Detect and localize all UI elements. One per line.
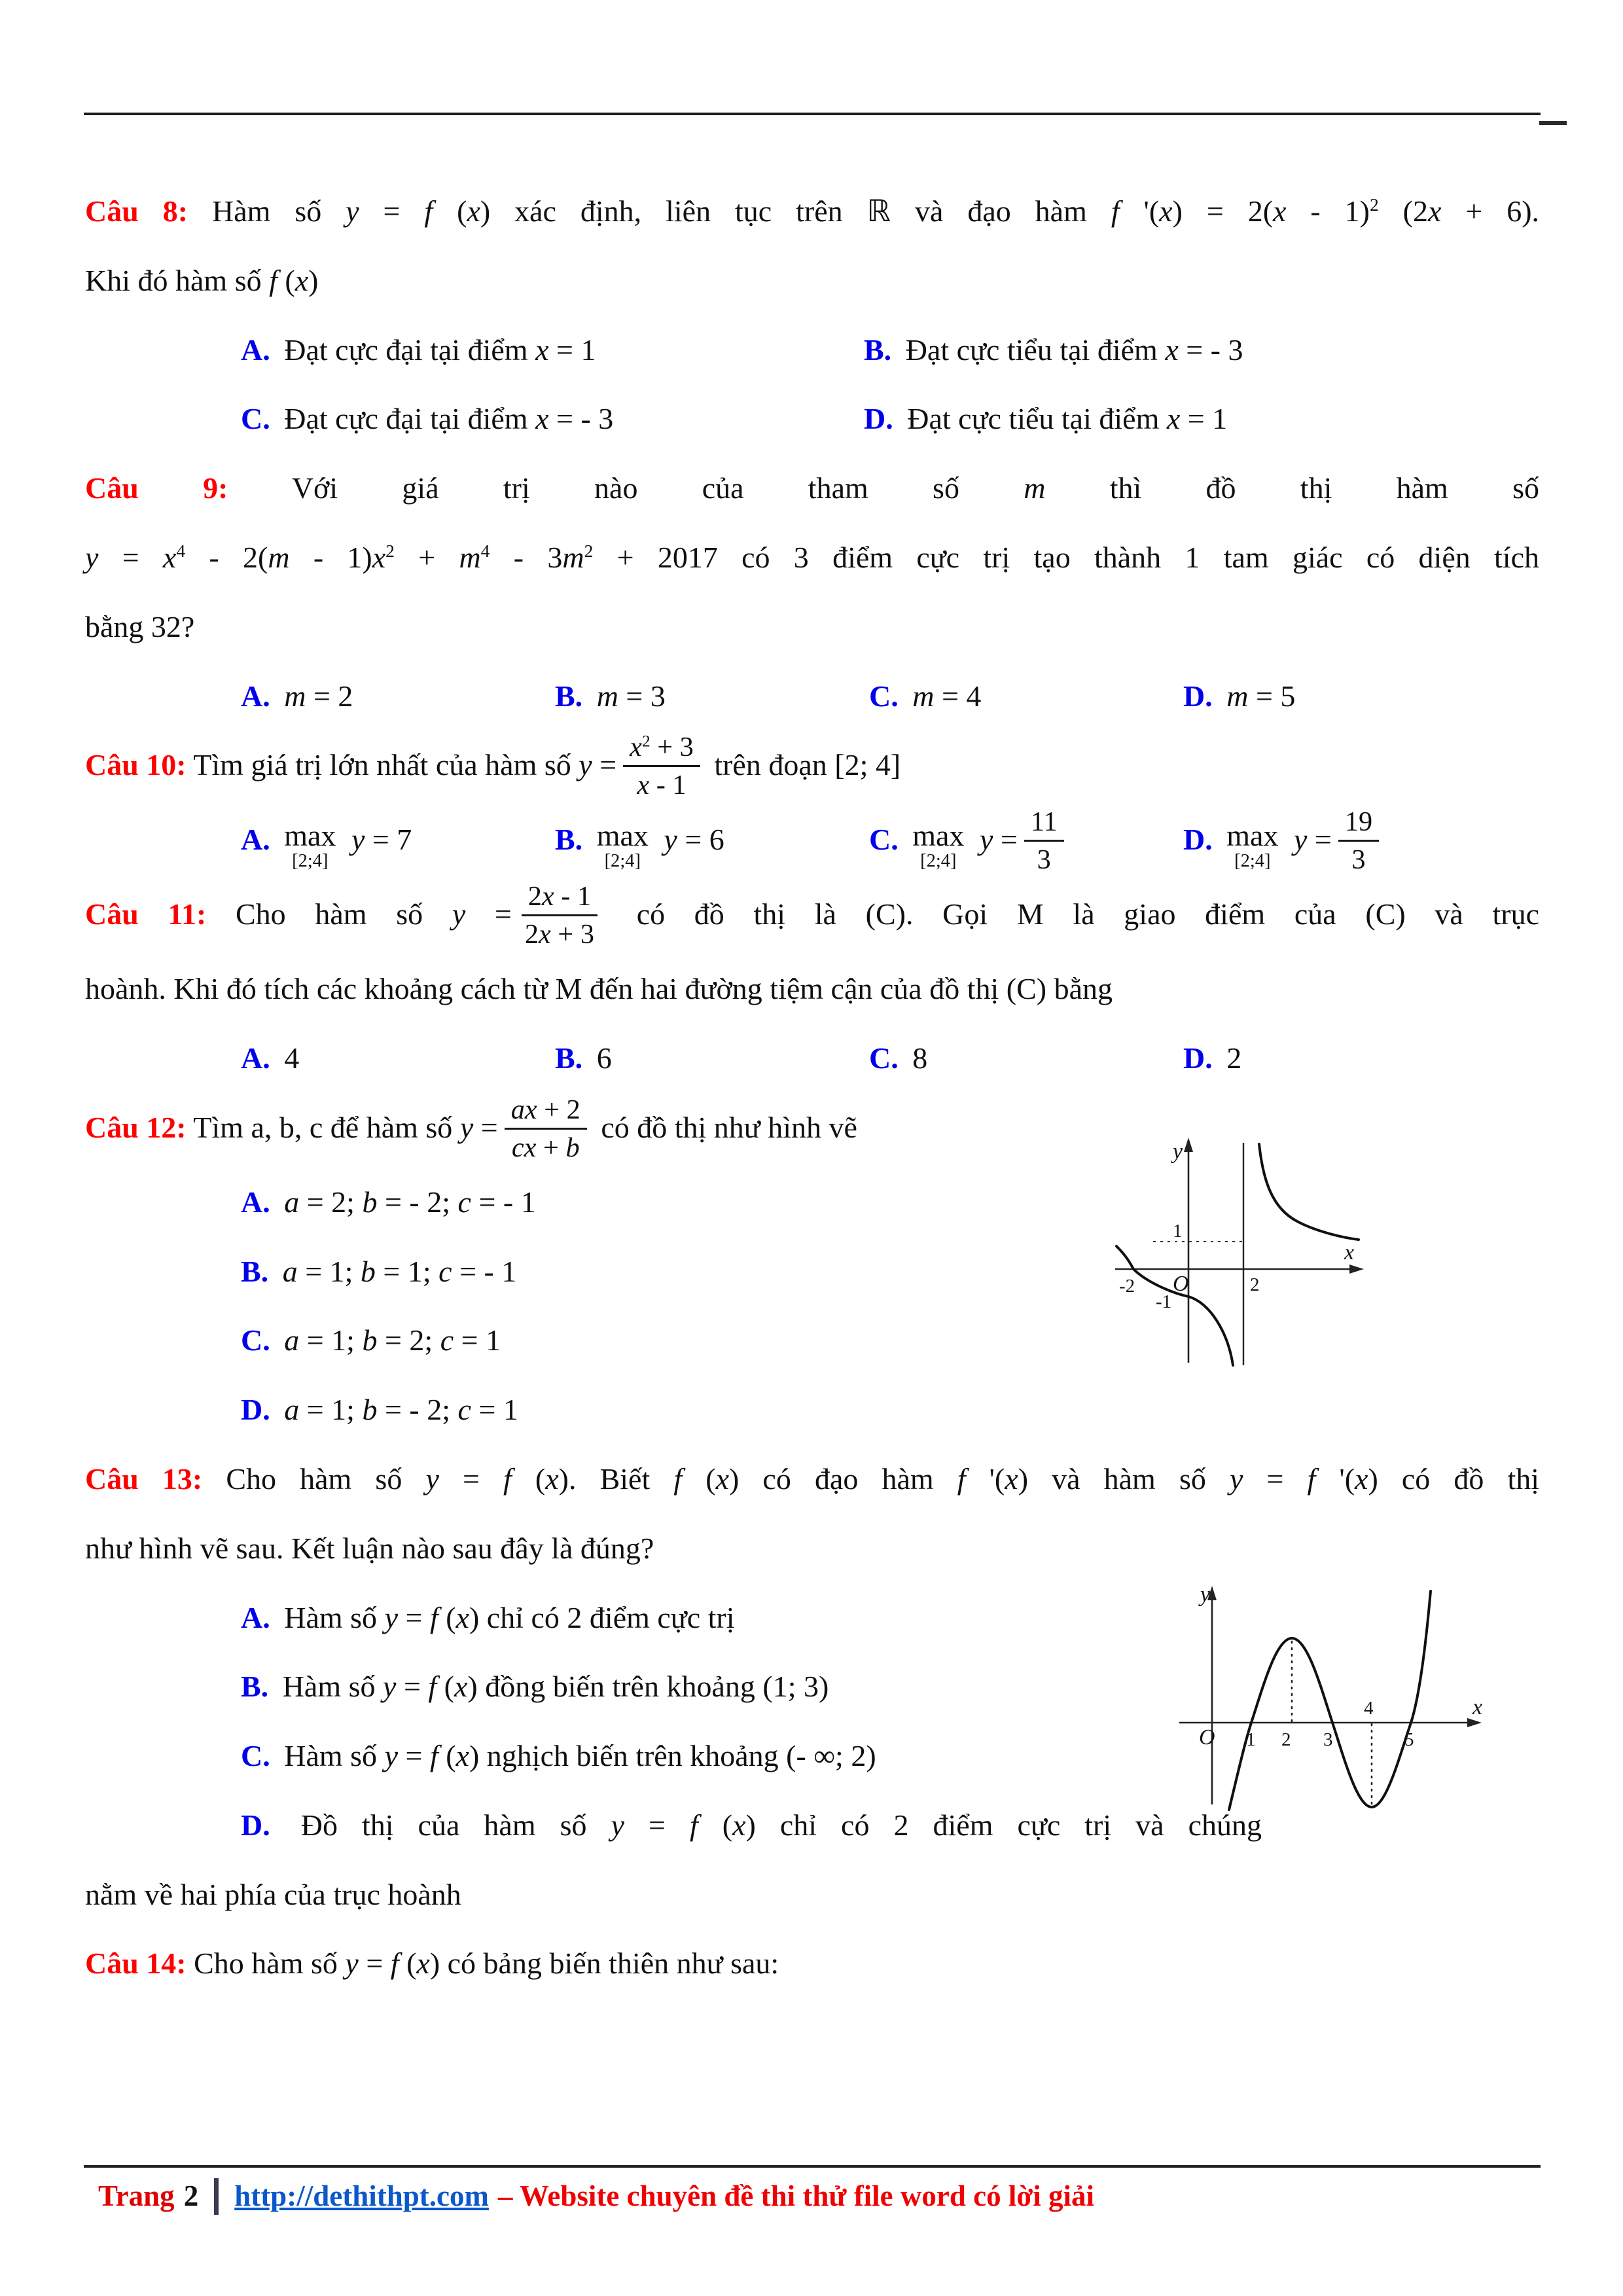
q8-math-fx: y = f (x) <box>346 194 491 228</box>
q13-curve <box>1229 1591 1431 1810</box>
q13-fig-1-label: 1 <box>1246 1729 1256 1750</box>
q8-option-d-letter: D. <box>864 402 893 436</box>
q10-fraction <box>623 729 700 803</box>
q9-option-b-math: m = 3 <box>596 679 666 713</box>
q9-option-d-math: m = 5 <box>1226 679 1296 713</box>
q11-option-d-value: 2 <box>1226 1041 1242 1075</box>
q10-option-d <box>1183 805 1539 880</box>
q13-math-2: f (x) <box>673 1462 740 1496</box>
q9-text-1: Với giá trị nào của tham số <box>291 471 959 505</box>
q12-y-axis-arrow <box>1184 1138 1193 1152</box>
q10-option-d-letter: D. <box>1183 823 1213 857</box>
q8-math-reals: ℝ <box>866 194 891 228</box>
q13-option-b-text-1: Hàm số <box>282 1670 376 1704</box>
q8-math-fx2: f (x) <box>269 263 319 297</box>
q10-option-d-max: max [2;4] <box>1226 818 1279 871</box>
q10-option-d-fraction: $\frac{19}{3}$ <box>1338 804 1379 878</box>
top-rule-tick <box>1539 121 1567 125</box>
q11-line-2 <box>85 954 1539 1024</box>
q12-fig-x-label: x <box>1344 1240 1355 1265</box>
q11-text-5: hoành. Khi đó tích các khoảng cách từ M đến hai đường tiệm cận của đồ thị <box>85 972 999 1006</box>
q8-options <box>85 315 1539 454</box>
q11-text-2: có đồ thị là <box>636 897 836 931</box>
q13-text-2: Biết <box>599 1462 651 1496</box>
q11-option-a <box>241 1024 555 1093</box>
q9-option-b <box>555 662 869 731</box>
q13-text-1: Cho hàm số <box>226 1462 402 1496</box>
q10-option-a-max: max [2;4] <box>284 818 336 871</box>
q12-fig-1-label: 1 <box>1173 1220 1183 1242</box>
q8-option-a-letter: A. <box>241 332 270 367</box>
q8-math-derivative: f '(x) = 2(x - 1)$^2$ (2x + 6). <box>1111 194 1540 228</box>
q13-option-d <box>241 1791 1262 1860</box>
q13-fig-2-label: 2 <box>1281 1729 1291 1750</box>
q13-label: Câu 13: <box>85 1462 203 1496</box>
q10-option-c-max: max [2;4] <box>912 818 965 871</box>
q12-option-a-value: a = 2; b = - 2; c = - 1 <box>284 1185 536 1219</box>
q9-line-2 <box>85 523 1539 592</box>
q12-fig-2-label: 2 <box>1250 1274 1260 1295</box>
q8-option-a <box>241 315 864 385</box>
q8-option-c <box>241 384 864 454</box>
q9-option-c-math: m = 4 <box>912 679 982 713</box>
q11-option-d-letter: D. <box>1183 1041 1213 1075</box>
q12-fig-origin-label: O <box>1173 1271 1189 1296</box>
q9-text-3: có 3 điểm cực trị tạo thành 1 tam giác có diện tích <box>741 540 1539 574</box>
top-rule <box>84 113 1541 115</box>
q10-option-c-fraction: $\frac{11}{3}$ <box>1024 804 1064 878</box>
q12-option-c-value: a = 1; b = 2; c = 1 <box>284 1323 501 1357</box>
q8-option-b <box>864 315 1539 385</box>
q11-option-d <box>1183 1024 1539 1093</box>
exam-content <box>85 177 1539 1998</box>
q8-option-d-text: Đạt cực tiểu tại điểm <box>907 402 1160 436</box>
q9-option-c-letter: C. <box>869 679 899 713</box>
footer-rule <box>84 2165 1541 2168</box>
q12-option-d <box>241 1375 1539 1444</box>
q13-text-4: và hàm số <box>1052 1462 1206 1496</box>
q8-option-c-math: x = - 3 <box>535 402 614 436</box>
q8-text-2: xác định, liên tục trên <box>514 194 843 228</box>
q10-option-b <box>555 805 869 880</box>
q12-label: Câu 12: <box>85 1110 187 1144</box>
q9-line-1 <box>85 454 1539 523</box>
q12-option-b-value: a = 1; b = 1; c = - 1 <box>282 1254 517 1288</box>
q13-option-d-letter: D. <box>241 1808 270 1842</box>
q8-option-b-text: Đạt cực tiểu tại điểm <box>905 332 1158 367</box>
q12-fig-y-label: y <box>1173 1139 1183 1164</box>
footer-link[interactable]: http://dethithpt.com <box>234 2179 489 2212</box>
q13-fig-y-label: y <box>1200 1582 1211 1607</box>
q10-option-b-letter: B. <box>555 823 583 857</box>
q11-option-a-letter: A. <box>241 1041 270 1075</box>
q8-text-3: và đạo hàm <box>914 194 1087 228</box>
q13-fig-4-label: 4 <box>1364 1697 1374 1719</box>
q13-fig-x-label: x <box>1472 1695 1483 1719</box>
q13-figure-derivative-graph <box>1174 1582 1488 1818</box>
q12-option-d-value: a = 1; b = - 2; c = 1 <box>284 1393 518 1427</box>
q10-text-1: Tìm giá trị lớn nhất của hàm số <box>193 748 571 782</box>
q13-line-1 <box>85 1444 1539 1514</box>
q11-fraction: $\frac{2x - 1}{2x + 3}$ <box>518 878 601 952</box>
q11-option-a-value: 4 <box>284 1041 300 1075</box>
q11-text-4: và trục <box>1435 897 1540 931</box>
q12-fig-neg1-label: -1 <box>1156 1291 1172 1312</box>
q11-math-c3: (C) <box>1006 972 1047 1006</box>
q10-option-b-max: max [2;4] <box>596 818 649 871</box>
q10-option-c-letter: C. <box>869 823 899 857</box>
q11-option-b <box>555 1024 869 1093</box>
q12-fraction: $\frac{ax + 2}{cx + b}$ <box>505 1092 587 1166</box>
q11-math-c1: (C). <box>865 897 914 931</box>
q11-text-1: Cho hàm số <box>235 897 423 931</box>
q13-fig-origin-label: O <box>1199 1725 1215 1749</box>
q8-line-2 <box>85 246 1539 315</box>
q13-text-3: có đạo hàm <box>762 1462 934 1496</box>
q13-option-a-letter: A. <box>241 1600 270 1634</box>
footer <box>98 2176 1094 2217</box>
q9-option-a <box>241 662 555 731</box>
q11-option-b-value: 6 <box>596 1041 612 1075</box>
q12-curve-right-branch <box>1259 1144 1359 1240</box>
q9-option-c <box>869 662 1183 731</box>
q12-fig-neg2-label: -2 <box>1119 1275 1135 1297</box>
q9-option-b-letter: B. <box>555 679 583 713</box>
q13-line-2 <box>85 1514 1539 1583</box>
q14-text-1: Cho hàm số <box>194 1946 338 1981</box>
q12-figure-hyperbola <box>1111 1135 1366 1371</box>
q13-math-1: y = f (x). <box>425 1462 577 1496</box>
q13-option-d-continued: nằm về hai phía của trục hoành <box>85 1877 461 1911</box>
q11-text-3: Gọi M là giao điểm của <box>942 897 1336 931</box>
q12-curve-left-branch <box>1116 1246 1233 1365</box>
q8-text-4: Khi đó hàm số <box>85 263 262 297</box>
q10-label: Câu 10: <box>85 748 187 782</box>
q10-option-c-value: y = $\frac{11}{3}$ <box>980 823 1071 856</box>
q10-option-a-letter: A. <box>241 823 270 857</box>
q8-option-b-letter: B. <box>864 332 892 367</box>
q13-option-c-interval: (- ∞; 2) <box>786 1739 876 1773</box>
q14-line-1 <box>85 1929 1539 1998</box>
q8-option-c-letter: C. <box>241 402 270 436</box>
question-9 <box>85 454 1539 730</box>
q10-option-c <box>869 805 1183 880</box>
q9-option-a-math: m = 2 <box>284 679 353 713</box>
q9-option-d <box>1183 662 1539 731</box>
q11-text-6: bằng <box>1054 972 1113 1006</box>
footer-page-number: 2 <box>183 2179 199 2212</box>
question-8 <box>85 177 1539 454</box>
q13-option-d-math: y = f (x) <box>611 1808 756 1842</box>
q12-option-d-letter: D. <box>241 1393 270 1427</box>
q13-math-3: f '(x) <box>957 1462 1029 1496</box>
q13-option-d-text-2: chỉ có 2 điểm cực trị và chúng <box>779 1808 1262 1842</box>
q11-line-1 <box>85 880 1539 954</box>
q13-option-c-text-1: Hàm số <box>284 1739 378 1773</box>
q12-text-1: Tìm a, b, c để hàm số <box>193 1110 453 1144</box>
q11-option-c <box>869 1024 1183 1093</box>
q13-text-5: có đồ thị <box>1401 1462 1540 1496</box>
q13-text-6: như hình vẽ sau. Kết luận nào sau đây là đúng? <box>85 1531 654 1565</box>
question-11 <box>85 880 1539 1093</box>
q10-options <box>85 805 1539 880</box>
question-12 <box>85 1093 1539 1444</box>
q10-option-a-value: y = 7 <box>351 823 412 857</box>
q9-line-3 <box>85 592 1539 662</box>
q10-function: y = $\frac{x^2 + 3}{x - 1}$ <box>579 748 714 781</box>
q13-option-b-letter: B. <box>241 1670 269 1704</box>
q13-option-a-math: y = f (x) <box>384 1600 480 1634</box>
footer-tagline: – Website chuyên đề thi thử file word có lời giải <box>497 2179 1095 2212</box>
q9-label: Câu 9: <box>85 471 228 505</box>
q12-option-c-letter: C. <box>241 1323 270 1357</box>
q12-x-axis-arrow <box>1349 1265 1364 1274</box>
q9-option-a-letter: A. <box>241 679 270 713</box>
q9-options <box>85 662 1539 731</box>
q13-option-d-text-1: Đồ thị của hàm số <box>300 1808 587 1842</box>
question-10 <box>85 730 1539 880</box>
q9-text-4: bằng 32? <box>85 609 195 643</box>
q8-line-1 <box>85 177 1539 246</box>
footer-divider <box>214 2178 219 2215</box>
q10-fraction-denominator: x - 1 <box>637 770 687 801</box>
q12-option-b-letter: B. <box>241 1254 269 1288</box>
q10-option-d-value: y = $\frac{19}{3}$ <box>1294 823 1385 856</box>
q12-option-a-letter: A. <box>241 1185 270 1219</box>
q13-fig-5-label: 5 <box>1404 1729 1414 1750</box>
q9-math-m: m <box>1024 471 1046 505</box>
q9-option-d-letter: D. <box>1183 679 1213 713</box>
q11-math-c2: (C) <box>1365 897 1406 931</box>
q8-option-a-math: x = 1 <box>535 332 596 367</box>
question-13 <box>85 1444 1539 1929</box>
q13-option-c-math: y = f (x) <box>384 1739 480 1773</box>
q13-x-axis-arrow <box>1467 1718 1482 1727</box>
q8-option-b-math: x = - 3 <box>1165 332 1243 367</box>
q13-option-b-math: y = f (x) <box>383 1670 478 1704</box>
q14-math-1: y = f (x) <box>345 1946 440 1981</box>
q10-option-b-value: y = 6 <box>664 823 724 857</box>
q13-option-b-interval: (1; 3) <box>762 1670 829 1704</box>
q12-function: y = $\frac{ax + 2}{cx + b}$ <box>460 1111 601 1144</box>
q13-option-a-text-2: chỉ có 2 điểm cực trị <box>486 1600 735 1634</box>
q10-line-1 <box>85 730 1539 805</box>
question-14 <box>85 1929 1539 1998</box>
footer-page-label: Trang <box>98 2179 175 2212</box>
q13-option-c-text-2: nghịch biến trên khoảng <box>486 1739 779 1773</box>
q14-label: Câu 14: <box>85 1946 187 1981</box>
q8-text-1: Hàm số <box>212 194 322 228</box>
q11-option-c-value: 8 <box>912 1041 928 1075</box>
q9-text-2: thì đồ thị hàm số <box>1109 471 1539 505</box>
q8-option-c-text: Đạt cực đại tại điểm <box>284 402 528 436</box>
q10-fraction-numerator: $x^2 + 3$ <box>623 729 700 767</box>
q11-option-b-letter: B. <box>555 1041 583 1075</box>
q8-option-d <box>864 384 1539 454</box>
q13-option-b-text-2: đồng biến trên khoảng <box>485 1670 755 1704</box>
q11-options <box>85 1024 1539 1093</box>
q13-option-c-letter: C. <box>241 1739 270 1773</box>
q11-option-c-letter: C. <box>869 1041 899 1075</box>
q13-option-a-text-1: Hàm số <box>284 1600 378 1634</box>
q8-option-d-math: x = 1 <box>1166 402 1228 436</box>
q12-text-2: có đồ thị như hình vẽ <box>601 1110 857 1144</box>
q9-math-function: $y = x^4 - 2(m - 1)x^2 + m^4 - 3m^2 + 2017$ <box>85 540 718 574</box>
q10-interval: [2; 4] <box>834 748 901 782</box>
q10-option-a <box>241 805 555 880</box>
q13-math-4: y = f '(x) <box>1229 1462 1378 1496</box>
q11-function: y = $\frac{2x - 1}{2x + 3}$ <box>452 897 637 931</box>
q13-fig-3-label: 3 <box>1323 1729 1333 1750</box>
q14-text-2: có bảng biến thiên như sau: <box>447 1946 779 1981</box>
q11-label: Câu 11: <box>85 897 207 931</box>
q8-option-a-text: Đạt cực đại tại điểm <box>284 332 528 367</box>
q10-text-2: trên đoạn <box>714 748 827 782</box>
q8-label: Câu 8: <box>85 194 188 228</box>
